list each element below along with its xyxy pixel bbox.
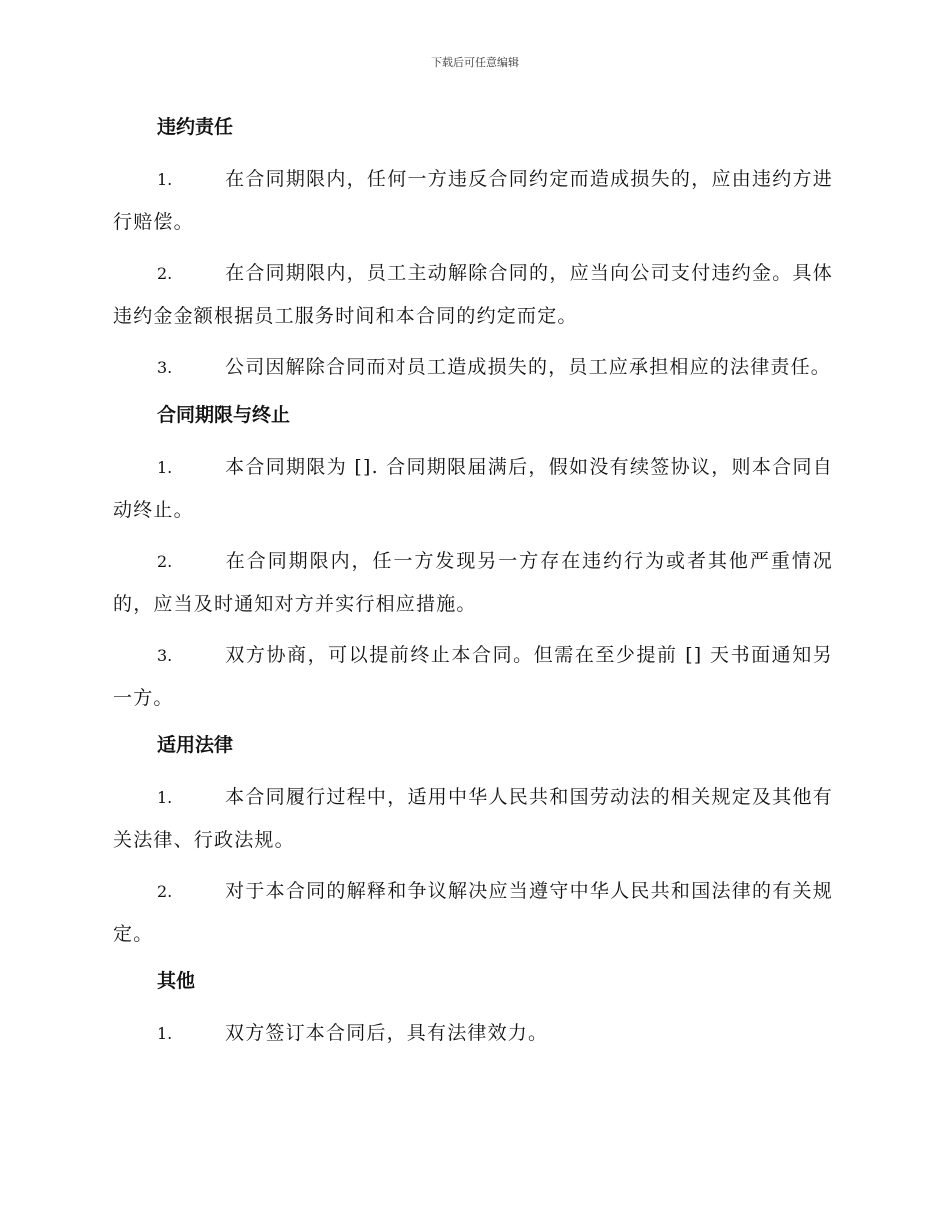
section-other (113, 964, 833, 1055)
clause-number: 1. (157, 170, 173, 189)
page-header: 下载后可任意编辑 (431, 56, 519, 69)
clause-number: 1. (157, 458, 173, 477)
clause-number: 3. (157, 646, 173, 665)
clause-text: 在合同期限内，任何一方违反合同约定而造成损失的，应由违约方进行赔偿。 (113, 168, 833, 233)
section-applicable-law (113, 728, 833, 955)
clause-item (113, 346, 833, 389)
clause-text: 本合同期限为 []. 合同期限届满后，假如没有续签协议，则本合同自动终止。 (113, 456, 833, 521)
clause-text: 公司因解除合同而对员工造成损失的，员工应承担相应的法律责任。 (225, 356, 832, 378)
clause-item (113, 252, 833, 337)
clause-item (113, 1012, 833, 1055)
clause-item (113, 776, 833, 861)
section-title: 违约责任 (157, 116, 234, 138)
clause-number: 3. (157, 358, 173, 377)
clause-item (113, 446, 833, 531)
clause-item (113, 870, 833, 955)
section-title: 适用法律 (157, 734, 234, 756)
clause-item (113, 158, 833, 243)
section-term-termination (113, 398, 833, 719)
document-body (113, 110, 833, 1064)
clause-number: 1. (157, 788, 173, 807)
clause-text: 在合同期限内，任一方发现另一方存在违约行为或者其他严重情况的，应当及时通知对方并实行相应措施。 (113, 550, 833, 615)
section-breach-liability (113, 110, 833, 389)
clause-text: 本合同履行过程中，适用中华人民共和国劳动法的相关规定及其他有关法律、行政法规。 (113, 786, 833, 851)
clause-number: 2. (157, 264, 173, 283)
clause-item (113, 634, 833, 719)
clause-number: 2. (157, 552, 173, 571)
clause-item (113, 540, 833, 625)
clause-number: 1. (157, 1024, 173, 1043)
clause-text: 双方协商，可以提前终止本合同。但需在至少提前 [] 天书面通知另一方。 (113, 644, 833, 709)
section-title: 合同期限与终止 (157, 404, 291, 426)
section-title: 其他 (157, 970, 196, 992)
clause-number: 2. (157, 882, 173, 901)
clause-text: 双方签订本合同后，具有法律效力。 (225, 1022, 549, 1044)
clause-text: 对于本合同的解释和争议解决应当遵守中华人民共和国法律的有关规定。 (113, 880, 833, 945)
clause-text: 在合同期限内，员工主动解除合同的，应当向公司支付违约金。具体违约金金额根据员工服务时间和本合同的约定而定。 (113, 262, 833, 327)
